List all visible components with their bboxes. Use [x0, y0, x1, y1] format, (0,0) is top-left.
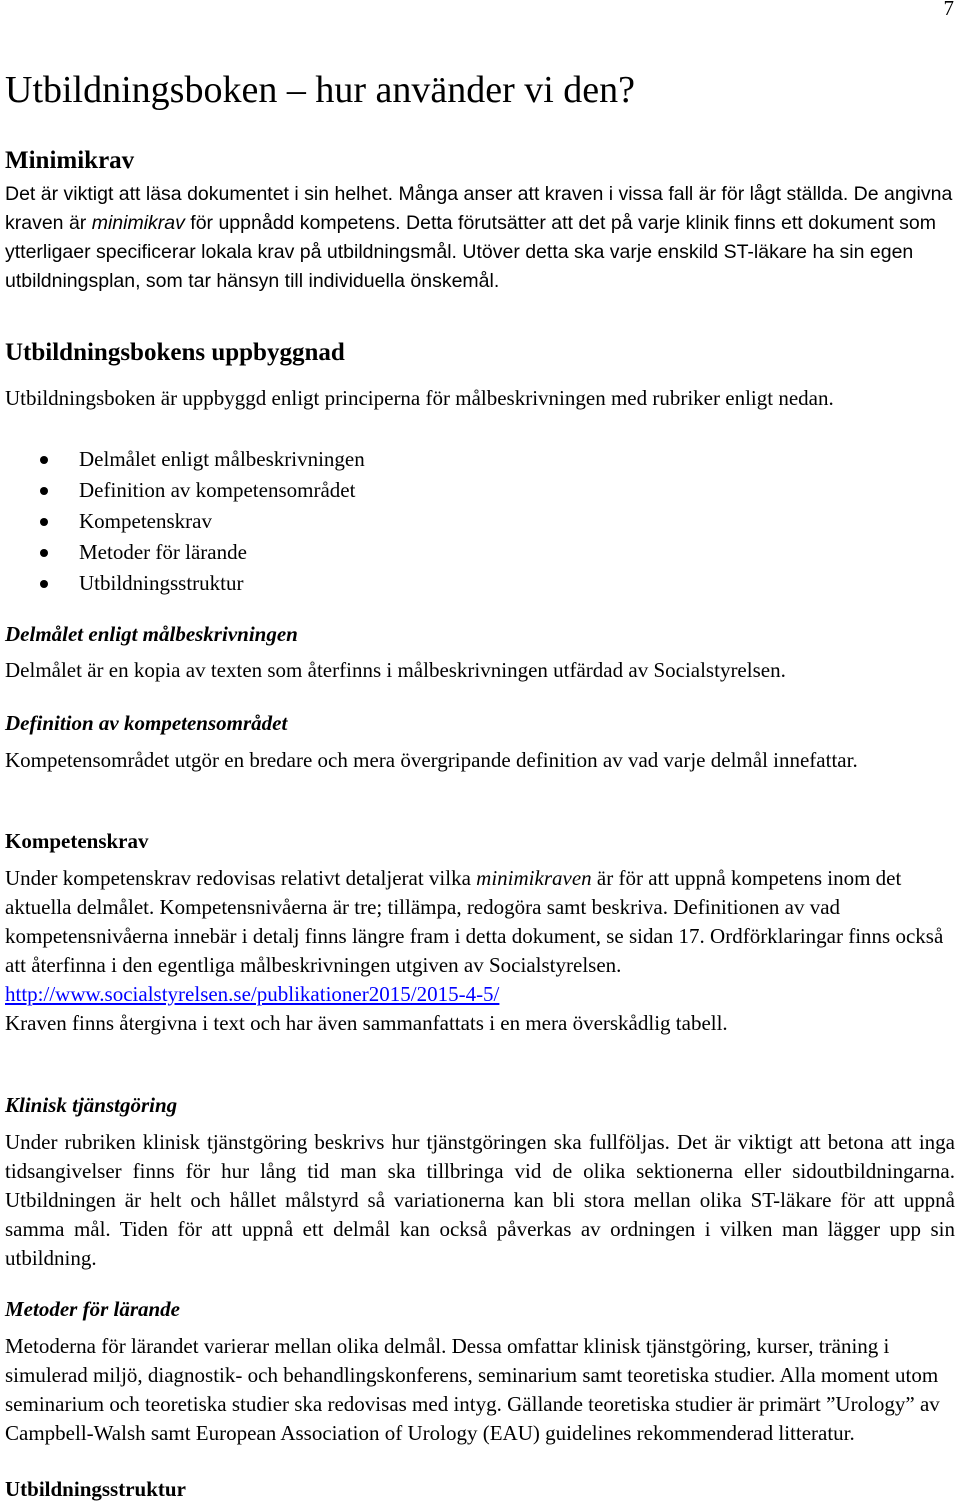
list-item-label: Delmålet enligt målbeskrivningen [79, 447, 365, 471]
page-title: Utbildningsboken – hur använder vi den? [5, 69, 636, 111]
list-item [40, 537, 365, 568]
page-number: 7 [943, 0, 954, 20]
structure-list [40, 444, 365, 599]
socialstyrelsen-link[interactable]: http://www.socialstyrelsen.se/publikationer2015/2015-4-5/ [5, 982, 500, 1006]
heading-minimikrav: Minimikrav [5, 147, 135, 174]
bullet-icon [40, 549, 48, 557]
heading-metoder: Metoder för lärande [5, 1297, 180, 1321]
kompetenskrav-text-2: är för att uppnå kompetens inom det aktuella delmålet. Kompetensnivåerna är tre; tillämpa, redogöra samt beskriva. Definitionen av vad kompetensnivåerna innebär i detalj finns längre fram i detta dokument, se sidan 17. Ordförklaringar finns också att återfinna i den egentliga målbeskrivningen utgiven av Socialstyrelsen. [5, 866, 944, 977]
list-item [40, 475, 365, 506]
minimikrav-emphasis: minimikrav [91, 212, 185, 234]
kompetenskrav-emphasis: minimikraven [476, 866, 592, 890]
heading-uppbyggnad: Utbildningsbokens uppbyggnad [5, 339, 345, 366]
minimikrav-text-1: Det är viktigt att läsa dokumentet i sin helhet. Många anser att kraven i vissa fall är för lågt ställda. De angivna kraven är [5, 183, 953, 234]
heading-kompetenskrav: Kompetenskrav [5, 829, 149, 853]
bullet-icon [40, 580, 48, 588]
heading-delmalet: Delmålet enligt målbeskrivningen [5, 622, 298, 646]
heading-klinisk: Klinisk tjänstgöring [5, 1093, 178, 1117]
bullet-icon [40, 518, 48, 526]
paragraph-definition: Kompetensområdet utgör en bredare och mera övergripande definition av vad varje delmål innefattar. [5, 748, 858, 772]
heading-definition: Definition av kompetensområdet [5, 711, 288, 735]
bullet-icon [40, 456, 48, 464]
kompetenskrav-text-3: Kraven finns återgivna i text och har även sammanfattats i en mera överskådlig tabell. [5, 1011, 728, 1035]
paragraph-klinisk: Under rubriken klinisk tjänstgöring beskrivs hur tjänstgöringen ska fullföljas. Det är viktigt att betona att inga tidsangivelser finns för hur lång tid man ska tillbringa vid de olika sektionerna eller sidoutbildningarna. Utbildningen är helt och hållet målstyrd så variationerna kan bli stora mellan olika ST-läkare för att uppnå samma mål. Tiden för att uppnå ett delmål kan också påverkas av ordningen i vilken man lägger upp sin utbildning. [5, 1130, 955, 1270]
heading-utbildningsstruktur: Utbildningsstruktur [5, 1477, 186, 1501]
list-item-label: Metoder för lärande [79, 540, 247, 564]
list-item [40, 444, 365, 475]
paragraph-metoder: Metoderna för lärandet varierar mellan olika delmål. Dessa omfattar klinisk tjänstgöring, kurser, träning i simulerad miljö, diagnostik- och behandlingskonferens, seminarium samt teoretiska studier. Alla moment utom seminarium och teoretiska studier ska redovisas med intyg. Gällande teoretiska studier är primärt ”Urology” av Campbell-Walsh samt European Association of Urology (EAU) guidelines rekommenderad litteratur. [5, 1334, 940, 1445]
list-item-label: Utbildningsstruktur [79, 571, 244, 595]
list-item [40, 506, 365, 537]
paragraph-delmalet: Delmålet är en kopia av texten som återfinns i målbeskrivningen utfärdad av Socialstyrelsen. [5, 658, 786, 682]
paragraph-minimikrav [5, 180, 955, 296]
list-item-label: Definition av kompetensområdet [79, 478, 356, 502]
minimikrav-text-2: för uppnådd kompetens. Detta förutsätter att det på varje klinik finns ett dokument som ytterligaer specificerar lokala krav på utbildningsmål. Utöver detta ska varje enskild ST-läkare ha sin egen utbildningsplan, som tar hänsyn till individuella önskemål. [5, 212, 937, 292]
list-item-label: Kompetenskrav [79, 509, 212, 533]
paragraph-uppbyggnad: Utbildningsboken är uppbyggd enligt principerna för målbeskrivningen med rubriker enligt nedan. [5, 386, 834, 410]
bullet-icon [40, 487, 48, 495]
list-item [40, 568, 365, 599]
paragraph-kompetenskrav [5, 864, 955, 1038]
kompetenskrav-text-1: Under kompetenskrav redovisas relativt detaljerat vilka [5, 866, 477, 890]
